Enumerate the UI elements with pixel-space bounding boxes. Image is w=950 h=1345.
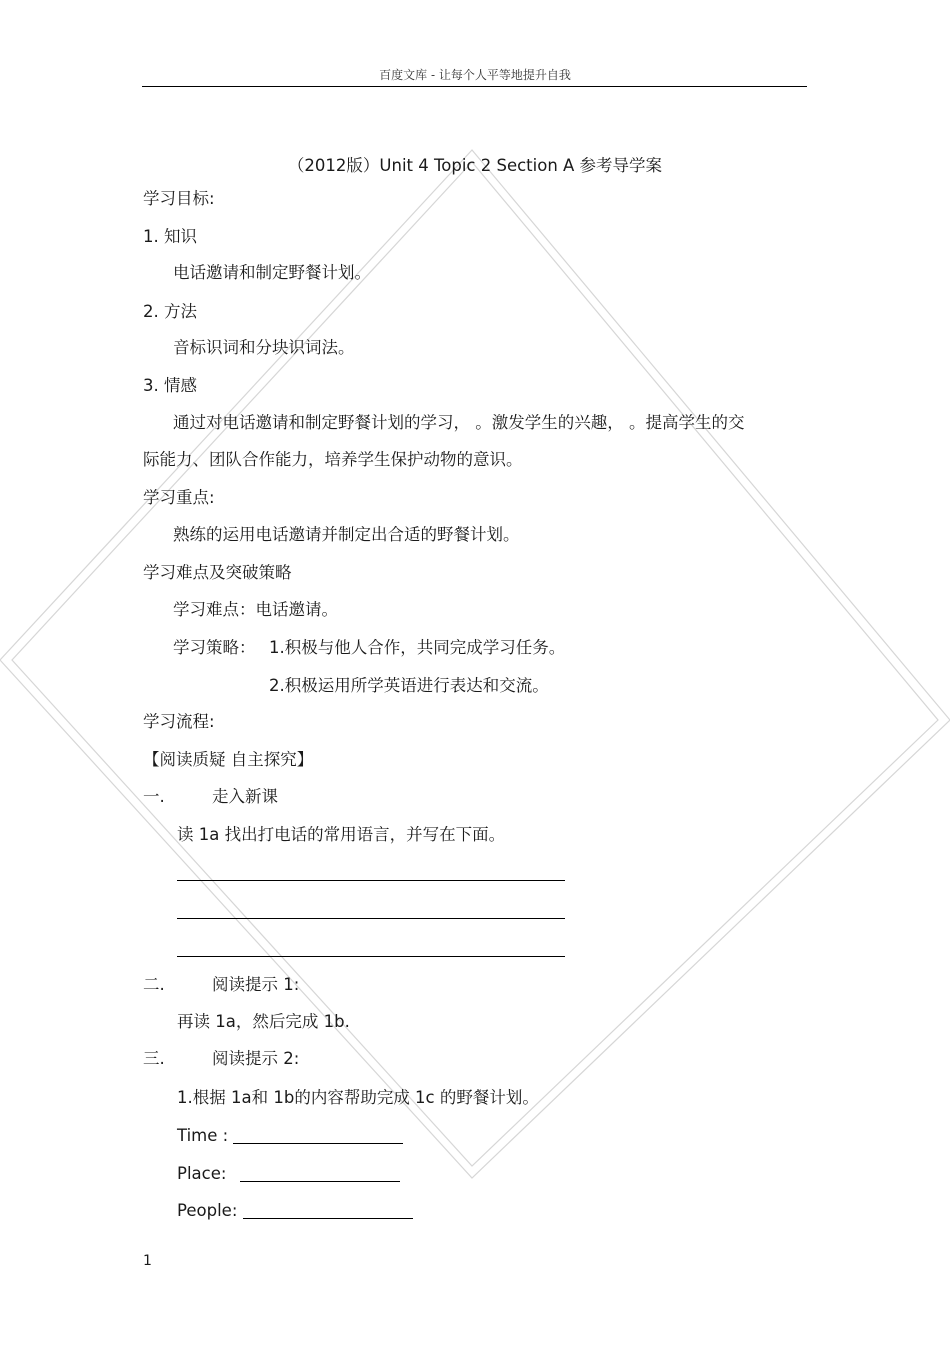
section-1-task: 读 1a 找出打电话的常用语言，并写在下面。	[177, 825, 506, 844]
section-3-number: 三.	[143, 1049, 165, 1068]
strategy-2: 2.积极运用所学英语进行表达和交流。	[269, 676, 549, 695]
section-2-title: 阅读提示 1:	[212, 975, 300, 994]
field-time-label: Time :	[177, 1126, 229, 1145]
key-points-text: 熟练的运用电话邀请并制定出合适的野餐计划。	[173, 525, 520, 544]
field-people-label: People:	[177, 1201, 238, 1220]
section-3-task: 1.根据 1a和 1b的内容帮助完成 1c 的野餐计划。	[177, 1088, 539, 1107]
page-number: 1	[143, 1253, 152, 1269]
section-2-number: 二.	[143, 975, 165, 994]
field-place-blank[interactable]	[240, 1163, 400, 1182]
document-title: （2012版）Unit 4 Topic 2 Section A 参考导学案	[287, 156, 663, 175]
answer-blank-2[interactable]	[177, 918, 565, 919]
goal-3-label: 3. 情感	[143, 376, 197, 395]
answer-blank-1[interactable]	[177, 880, 565, 881]
section-1-title: 走入新课	[212, 787, 278, 806]
strategy-label: 学习策略：	[173, 638, 256, 657]
difficulty-point: 学习难点：电话邀请。	[173, 600, 338, 619]
field-place-label: Place:	[177, 1164, 227, 1183]
field-people	[177, 1200, 413, 1221]
goal-3-text-line2: 际能力、团队合作能力，培养学生保护动物的意识。	[143, 450, 523, 469]
goals-heading: 学习目标:	[143, 189, 215, 208]
key-points-heading: 学习重点:	[143, 488, 215, 507]
section-2-task: 再读 1a，然后完成 1b.	[177, 1012, 350, 1031]
strategy-1: 1.积极与他人合作，共同完成学习任务。	[269, 638, 566, 657]
page-header: 百度文库 - 让每个人平等地提升自我	[379, 68, 571, 82]
difficulty-heading: 学习难点及突破策略	[143, 563, 292, 582]
field-place	[177, 1163, 400, 1184]
section-3-title: 阅读提示 2:	[212, 1049, 300, 1068]
goal-2-label: 2. 方法	[143, 302, 197, 321]
answer-blank-3[interactable]	[177, 956, 565, 957]
process-heading: 学习流程:	[143, 712, 215, 731]
field-people-blank[interactable]	[243, 1200, 413, 1219]
goal-3-text-line1: 通过对电话邀请和制定野餐计划的学习， 。激发学生的兴趣， 。提高学生的交	[173, 413, 745, 432]
goal-1-label: 1. 知识	[143, 227, 197, 246]
goal-2-text: 音标识词和分块识词法。	[173, 338, 355, 357]
header-divider	[142, 86, 807, 87]
field-time-blank[interactable]	[233, 1125, 403, 1144]
section-1-number: 一.	[143, 787, 165, 806]
goal-1-text: 电话邀请和制定野餐计划。	[173, 263, 371, 282]
process-bracket-title: 【阅读质疑 自主探究】	[143, 750, 314, 769]
field-time	[177, 1125, 403, 1146]
